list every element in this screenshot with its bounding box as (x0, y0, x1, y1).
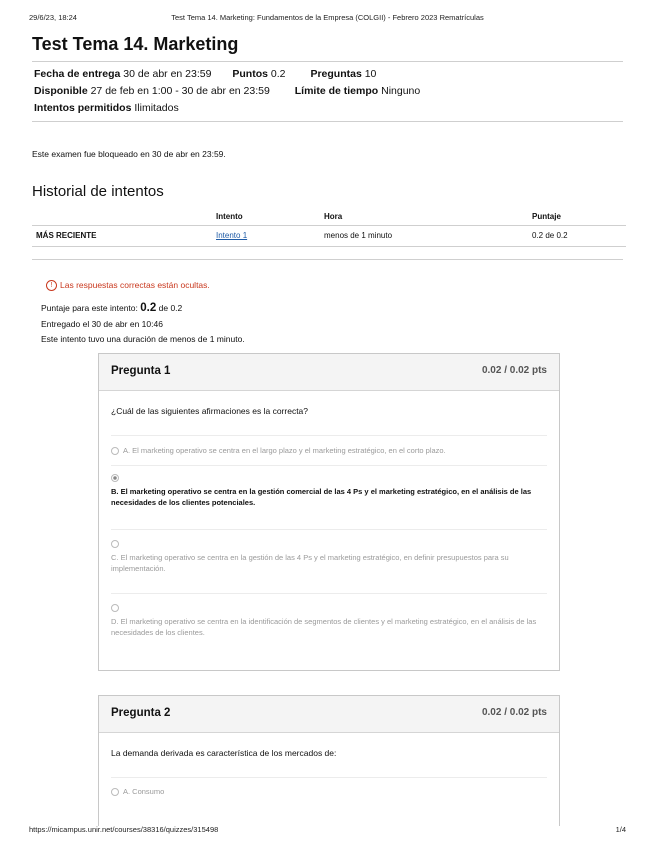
answer-option[interactable] (111, 593, 547, 657)
answer-text: A. El marketing operativo se centra en el largo plazo y el marketing estratégico, en el corto plazo. (123, 446, 446, 455)
table-row (32, 226, 626, 247)
available-label: Disponible (34, 85, 88, 97)
print-page-number: 1/4 (615, 825, 626, 834)
attempt-link[interactable]: Intento 1 (216, 231, 248, 240)
quiz-meta-row-3 (34, 102, 179, 114)
time-limit-value: Ninguno (381, 85, 421, 97)
question-text: La demanda derivada es característica de los mercados de: (111, 748, 337, 758)
question-card (98, 353, 560, 671)
quiz-meta-row-1 (34, 68, 376, 80)
answer-option[interactable] (111, 529, 547, 593)
quiz-meta-row-2 (34, 85, 420, 97)
points-label: Puntos (232, 68, 268, 80)
questions-value: 10 (364, 68, 377, 80)
answer-option-selected[interactable] (111, 465, 547, 527)
submitted-line: Entregado el 30 de abr en 10:46 (41, 319, 163, 329)
question-card (98, 695, 560, 826)
attempts-label: Intentos permitidos (34, 102, 132, 114)
answer-option[interactable] (111, 435, 547, 465)
print-url: https://micampus.unir.net/courses/38316/quizzes/315498 (29, 825, 219, 834)
score-suffix: de 0.2 (158, 303, 183, 313)
col-header-tag (32, 209, 212, 226)
points-value: 0.2 (270, 68, 286, 80)
history-heading: Historial de intentos (32, 183, 164, 200)
question-header (99, 354, 559, 391)
warning-text: Las respuestas correctas están ocultas. (60, 280, 210, 290)
duration-line: Este intento tuvo una duración de menos de 1 minuto. (41, 334, 245, 344)
radio-icon[interactable] (111, 447, 119, 455)
attempt-score: 0.2 de 0.2 (528, 226, 626, 247)
attempts-value: Ilimitados (134, 102, 179, 114)
available-value: 27 de feb en 1:00 - 30 de abr en 23:59 (90, 85, 270, 97)
question-points: 0.02 / 0.02 pts (481, 707, 547, 718)
answer-text: D. El marketing operativo se centra en la identificación de segmentos de clientes y el marketing estratégico, en el análisis de las necesidades de los clientes. (111, 617, 537, 637)
divider (32, 259, 623, 260)
radio-icon[interactable] (111, 604, 119, 612)
time-limit-label: Límite de tiempo (294, 85, 379, 97)
locked-notice: Este examen fue bloqueado en 30 de abr en 23:59. (32, 149, 226, 159)
answer-text: A. Consumo (123, 787, 165, 796)
attempt-time: menos de 1 minuto (320, 226, 528, 247)
print-date: 29/6/23, 18:24 (29, 13, 77, 22)
score-prefix: Puntaje para este intento: (41, 303, 138, 313)
question-title: Pregunta 1 (111, 365, 171, 377)
score-value: 0.2 (140, 302, 157, 314)
radio-icon[interactable] (111, 540, 119, 548)
attempt-score-line (41, 302, 182, 314)
due-value: 30 de abr en 23:59 (123, 68, 212, 80)
col-header-time: Hora (320, 209, 528, 226)
questions-label: Preguntas (310, 68, 362, 80)
attempt-tag: MÁS RECIENTE (32, 226, 212, 247)
attempt-cell (212, 226, 320, 247)
quiz-title: Test Tema 14. Marketing (32, 34, 239, 54)
question-points: 0.02 / 0.02 pts (481, 365, 547, 376)
attempts-table (32, 209, 626, 247)
divider (32, 121, 623, 122)
radio-icon[interactable] (111, 788, 119, 796)
answer-option[interactable] (111, 777, 547, 806)
divider (32, 61, 623, 62)
radio-selected-icon[interactable] (111, 474, 119, 482)
answer-text: C. El marketing operativo se centra en la gestión de las 4 Ps y el marketing estratégico, en definir presupuestos para su implementación. (111, 553, 509, 573)
hidden-answers-warning (46, 280, 210, 291)
print-page-title: Test Tema 14. Marketing: Fundamentos de la Empresa (COLGII) - Febrero 2023 Rematrículas (171, 13, 484, 22)
question-title: Pregunta 2 (111, 707, 171, 719)
question-header (99, 696, 559, 733)
answer-text: B. El marketing operativo se centra en la gestión comercial de las 4 Ps y el marketing estratégico, en el análisis de las necesidades de los clientes potenciales. (111, 487, 532, 507)
alert-circle-icon: ! (46, 280, 57, 291)
question-text: ¿Cuál de las siguientes afirmaciones es la correcta? (111, 406, 309, 416)
due-label: Fecha de entrega (34, 68, 121, 80)
table-header-row (32, 209, 626, 226)
col-header-attempt: Intento (212, 209, 320, 226)
col-header-score: Puntaje (528, 209, 626, 226)
